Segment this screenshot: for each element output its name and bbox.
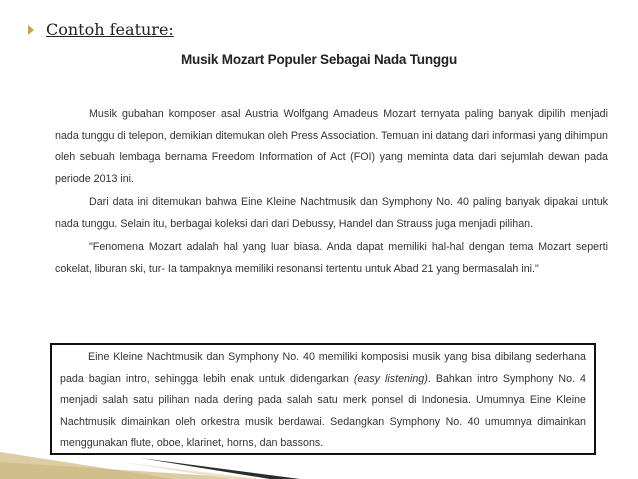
article-paragraph: Dari data ini ditemukan bahwa Eine Kleine Nachtmusik dan Symphony No. 40 paling banyak dipakai untuk nada tunggu. Selain itu, berbagai koleksi dari dari Debussy, Handel dan Strauss juga menjadi pilihan. xyxy=(55,196,608,230)
bullet-text: Contoh feature: xyxy=(46,20,174,39)
article-paragraph: "Fenomena Mozart adalah hal yang luar biasa. Anda dapat memiliki hal-hal dengan tema Mozart seperti cokelat, liburan ski, tur- Ia tampaknya memiliki resonansi tertentu untuk Abad 21 yang bermasalah ini." xyxy=(55,241,608,275)
highlight-emphasis: (easy listening) xyxy=(353,372,428,385)
highlight-text-after: . Bahkan intro Symphony No. 4 menjadi salah satu pilihan nada dering pada salah satu merk ponsel di Indonesia. Umumnya Eine Kleine Nachtmusik dimainkan oleh orkestra musik berdawai. Sedangkan Symphony No. 40 umumnya dimainkan menggunakan flute, oboe, klarinet, horns, dan bassons. xyxy=(60,372,586,449)
article-paragraph: Musik gubahan komposer asal Austria Wolfgang Amadeus Mozart ternyata paling banyak dipilih menjadi nada tunggu di telepon, demikian ditemukan oleh Press Association. Temuan ini datang dari informasi yang dihimpun oleh sebuah lembaga bernama Freedom Information of Act (FOI) yang meminta data dari sejumlah dewan pada periode 2013 ini. xyxy=(55,108,608,185)
highlight-text-before: Eine Kleine Nachtmusik dan Symphony No. 40 memiliki komposisi musik yang bisa dibilang sederhana pada bagian intro, sehingga lebih enak untuk didengarkan xyxy=(60,351,586,385)
article-title: Musik Mozart Populer Sebagai Nada Tunggu xyxy=(180,52,458,67)
